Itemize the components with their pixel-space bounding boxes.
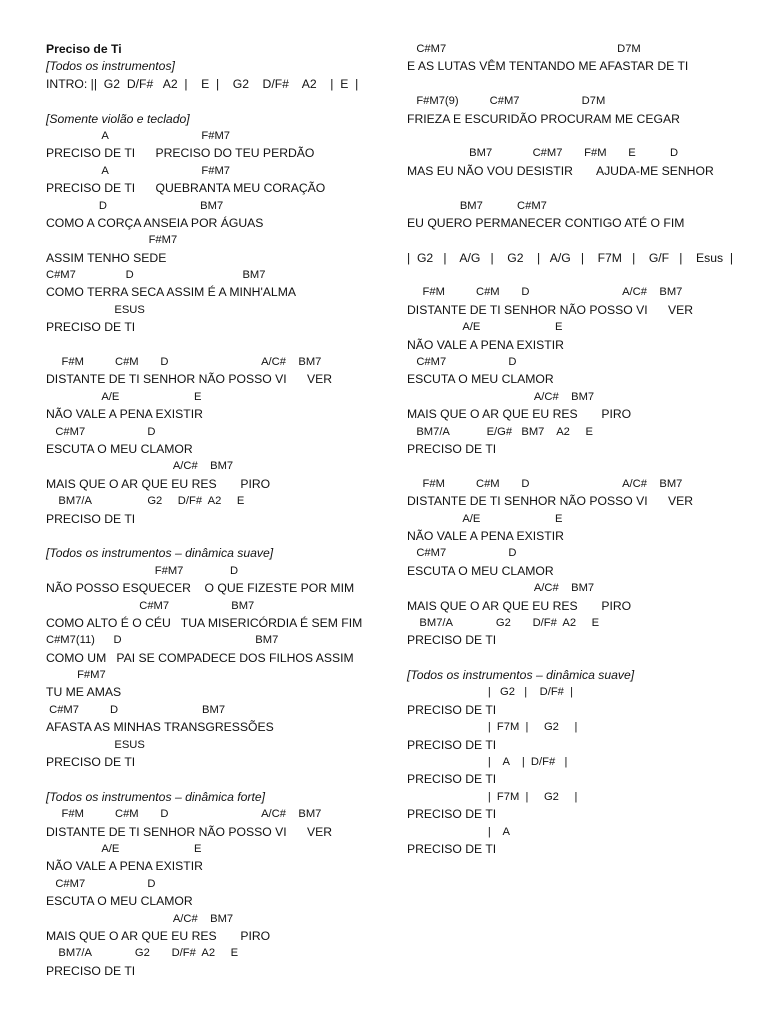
chord-line: A/E E — [46, 390, 202, 403]
lyric-line: DISTANTE DE TI SENHOR NÃO POSSO VI VER — [407, 494, 694, 509]
lyric-line: PRECISO DE TI — [407, 441, 497, 456]
chord-line: C#M7 D — [46, 877, 156, 890]
lyric-line: MAIS QUE O AR QUE EU RES PIRO — [46, 928, 271, 943]
lyric-line: NÃO VALE A PENA EXISTIR — [407, 528, 564, 543]
lyric-line: PRECISO DE TI — [407, 702, 497, 717]
lyric-line: PRECISO DE TI — [46, 963, 136, 978]
section-heading: [Todos os instrumentos] — [46, 59, 175, 74]
blank-line — [407, 180, 747, 197]
blank-line — [407, 232, 747, 249]
lyric-line: AFASTA AS MINHAS TRANSGRESSÕES — [46, 720, 274, 735]
lyric-line: DISTANTE DE TI SENHOR NÃO POSSO VI VER — [46, 372, 333, 387]
lyric-line: NÃO VALE A PENA EXISTIR — [407, 337, 564, 352]
lyric-line: NÃO VALE A PENA EXISTIR — [46, 407, 203, 422]
chord-line: F#M7(9) C#M7 D7M — [407, 95, 606, 108]
chord-line: A F#M7 — [46, 129, 231, 142]
lyric-line: COMO UM PAI SE COMPADECE DOS FILHOS ASSIM — [46, 650, 354, 665]
lyric-line: DISTANTE DE TI SENHOR NÃO POSSO VI VER — [46, 824, 333, 839]
lyric-line: NÃO POSSO ESQUECER O QUE FIZESTE POR MIM — [46, 581, 355, 596]
chord-line: A/C# BM7 — [46, 460, 234, 473]
chord-line: F#M7 D — [46, 564, 239, 577]
song-title: Preciso de Ti — [46, 42, 122, 56]
chord-line: A F#M7 — [46, 164, 231, 177]
lyric-line: NÃO VALE A PENA EXISTIR — [46, 859, 203, 874]
chord-line: F#M C#M D A/C# BM7 — [46, 808, 322, 821]
lyric-line: ESCUTA O MEU CLAMOR — [46, 894, 193, 909]
lyric-line: ESCUTA O MEU CLAMOR — [407, 563, 554, 578]
right-column — [407, 41, 747, 858]
chord-line: F#M C#M D A/C# BM7 — [46, 356, 322, 369]
chord-line: A/E E — [407, 321, 563, 334]
chord-line: BM7/A G2 D/F# A2 E — [407, 616, 600, 629]
blank-line — [46, 337, 391, 354]
chord-line: | A | D/F# | — [407, 756, 568, 769]
lyric-line: MAIS QUE O AR QUE EU RES PIRO — [407, 407, 632, 422]
lyric-line: COMO ALTO É O CÉU TUA MISERICÓRDIA É SEM FIM — [46, 615, 363, 630]
chord-line: | F7M | G2 | — [407, 721, 578, 734]
chord-line: A/C# BM7 — [407, 390, 595, 403]
section-heading: [Somente violão e teclado] — [46, 111, 190, 126]
blank-line — [407, 650, 747, 667]
chord-line: | F7M | G2 | — [407, 790, 578, 803]
section-heading: [Todos os instrumentos – dinâmica forte] — [46, 789, 266, 804]
lyric-line: INTRO: || G2 D/F# A2 | E | G2 D/F# A2 | E | — [46, 76, 359, 91]
lyric-line: ESCUTA O MEU CLAMOR — [407, 372, 554, 387]
chord-line: F#M7 — [46, 234, 178, 247]
chord-line: C#M7 D BM7 — [46, 269, 266, 282]
left-column — [46, 41, 391, 980]
chord-line: BM7 C#M7 F#M E D — [407, 147, 679, 160]
chord-line: A/C# BM7 — [46, 912, 234, 925]
chord-line: ESUS — [46, 303, 145, 316]
lyric-line: COMO A CORÇA ANSEIA POR ÁGUAS — [46, 215, 264, 230]
chord-line: BM7/A E/G# BM7 A2 E — [407, 425, 593, 438]
lyric-line: PRECISO DE TI — [407, 807, 497, 822]
chord-line: | G2 | D/F# | — [407, 686, 573, 699]
chord-line: C#M7 D — [407, 356, 517, 369]
lyric-line: DISTANTE DE TI SENHOR NÃO POSSO VI VER — [407, 302, 694, 317]
blank-line — [407, 267, 747, 284]
lyric-line: MAIS QUE O AR QUE EU RES PIRO — [407, 598, 632, 613]
lyric-line: PRECISO DE TI — [407, 841, 497, 856]
chord-line: C#M7(11) D BM7 — [46, 634, 279, 647]
blank-line — [407, 128, 747, 145]
lyric-line: PRECISO DE TI — [407, 737, 497, 752]
chord-line: C#M7 D7M — [407, 43, 641, 55]
lyric-line: MAIS QUE O AR QUE EU RES PIRO — [46, 476, 271, 491]
lyric-line: FRIEZA E ESCURIDÃO PROCURAM ME CEGAR — [407, 111, 680, 126]
blank-line — [46, 93, 391, 110]
chord-line: ESUS — [46, 738, 145, 751]
lyric-line: E AS LUTAS VÊM TENTANDO ME AFASTAR DE TI — [407, 59, 689, 74]
lyric-line: EU QUERO PERMANECER CONTIGO ATÉ O FIM — [407, 215, 685, 230]
lyric-line: PRECISO DE TI PRECISO DO TEU PERDÃO — [46, 146, 315, 161]
chord-line: A/C# BM7 — [407, 582, 595, 595]
lyric-line: MAS EU NÃO VOU DESISTIR AJUDA-ME SENHOR — [407, 163, 714, 178]
lyric-line: ASSIM TENHO SEDE — [46, 250, 167, 265]
blank-line — [46, 771, 391, 788]
chord-line: BM7/A G2 D/F# A2 E — [46, 947, 239, 960]
chord-line: | A — [407, 825, 510, 838]
chord-line: A/E E — [46, 842, 202, 855]
chord-line: F#M C#M D A/C# BM7 — [407, 286, 683, 299]
lyric-line: PRECISO DE TI — [407, 772, 497, 787]
chord-line: BM7/A G2 D/F# A2 E — [46, 495, 245, 508]
lyric-line: PRECISO DE TI — [407, 633, 497, 648]
section-heading: [Todos os instrumentos – dinâmica suave] — [46, 546, 274, 561]
chord-line: BM7 C#M7 — [407, 199, 547, 212]
chord-line: A/E E — [407, 512, 563, 525]
lyric-line: TU ME AMAS — [46, 685, 122, 700]
lyric-line: PRECISO DE TI — [46, 511, 136, 526]
lyric-line: COMO TERRA SECA ASSIM É A MINH'ALMA — [46, 285, 296, 300]
lyric-line: PRECISO DE TI — [46, 320, 136, 335]
chord-line: D BM7 — [46, 199, 224, 212]
chord-line: F#M7 — [46, 669, 106, 682]
lyric-line: ESCUTA O MEU CLAMOR — [46, 441, 193, 456]
chord-line: C#M7 D BM7 — [46, 703, 226, 716]
chord-line: C#M7 D — [46, 425, 156, 438]
blank-line — [407, 458, 747, 475]
lyric-line: PRECISO DE TI — [46, 755, 136, 770]
blank-line — [46, 528, 391, 545]
lyric-line: | G2 | A/G | G2 | A/G | F7M | G/F | Esus | — [407, 250, 734, 265]
blank-line — [407, 76, 747, 93]
lyric-line: PRECISO DE TI QUEBRANTA MEU CORAÇÃO — [46, 181, 326, 196]
chord-line: C#M7 BM7 — [46, 599, 255, 612]
chord-line: C#M7 D — [407, 547, 517, 560]
chord-line: F#M C#M D A/C# BM7 — [407, 477, 683, 490]
section-heading: [Todos os instrumentos – dinâmica suave] — [407, 668, 635, 683]
